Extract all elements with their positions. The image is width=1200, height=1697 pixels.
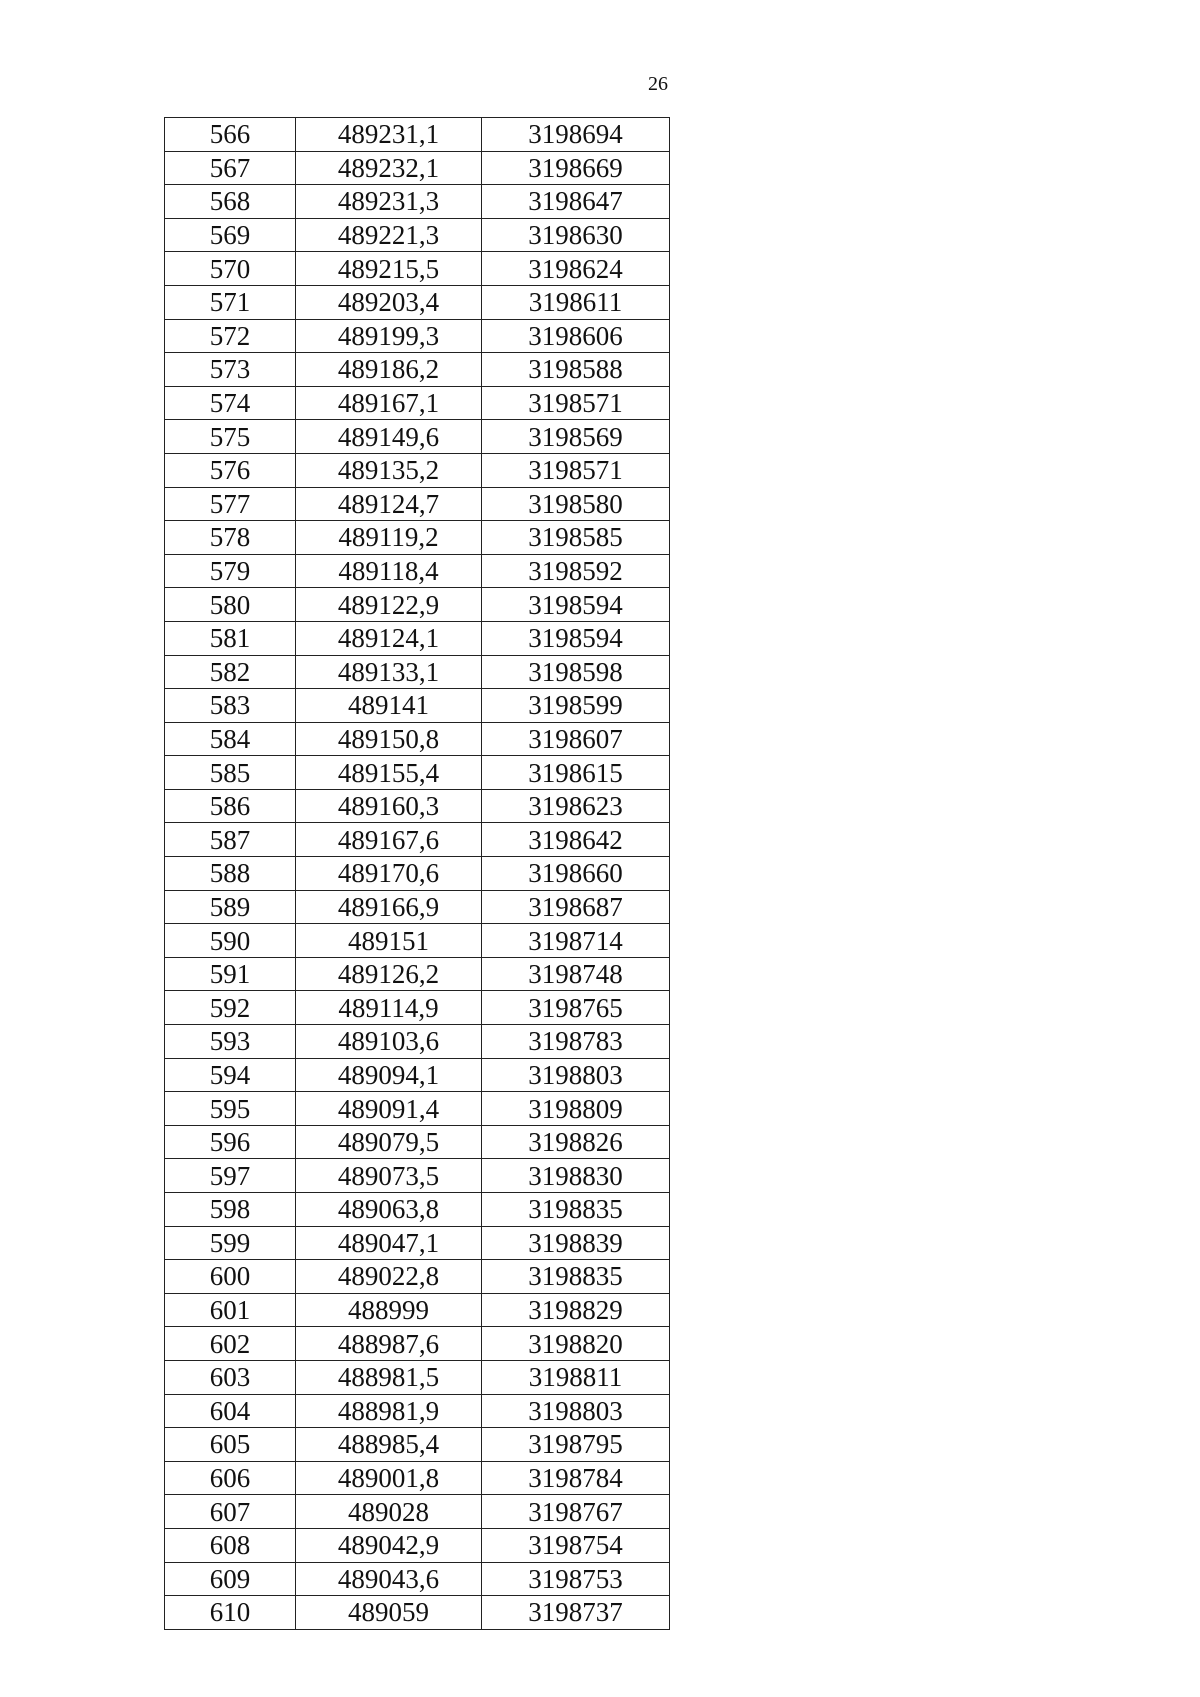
x-coordinate-cell: 489126,2 xyxy=(296,957,482,991)
table-row xyxy=(165,1428,670,1462)
x-coordinate-cell: 489135,2 xyxy=(296,453,482,487)
point-number-cell: 595 xyxy=(165,1092,296,1126)
x-coordinate-cell: 488985,4 xyxy=(296,1428,482,1462)
x-coordinate-cell: 489231,1 xyxy=(296,118,482,152)
x-coordinate-cell: 489150,8 xyxy=(296,722,482,756)
table-row xyxy=(165,353,670,387)
x-coordinate-cell: 489155,4 xyxy=(296,756,482,790)
point-number-cell: 588 xyxy=(165,857,296,891)
point-number-cell: 598 xyxy=(165,1193,296,1227)
point-number-cell: 578 xyxy=(165,521,296,555)
y-coordinate-cell: 3198784 xyxy=(482,1461,670,1495)
x-coordinate-cell: 488987,6 xyxy=(296,1327,482,1361)
table-row xyxy=(165,319,670,353)
point-number-cell: 567 xyxy=(165,151,296,185)
x-coordinate-cell: 489079,5 xyxy=(296,1125,482,1159)
x-coordinate-cell: 489028 xyxy=(296,1495,482,1529)
point-number-cell: 581 xyxy=(165,621,296,655)
table-row xyxy=(165,386,670,420)
table-row xyxy=(165,823,670,857)
point-number-cell: 602 xyxy=(165,1327,296,1361)
table-row xyxy=(165,185,670,219)
y-coordinate-cell: 3198592 xyxy=(482,554,670,588)
x-coordinate-cell: 489059 xyxy=(296,1596,482,1630)
point-number-cell: 577 xyxy=(165,487,296,521)
y-coordinate-cell: 3198754 xyxy=(482,1528,670,1562)
point-number-cell: 604 xyxy=(165,1394,296,1428)
point-number-cell: 575 xyxy=(165,420,296,454)
y-coordinate-cell: 3198839 xyxy=(482,1226,670,1260)
x-coordinate-cell: 489167,1 xyxy=(296,386,482,420)
point-number-cell: 606 xyxy=(165,1461,296,1495)
table-row xyxy=(165,151,670,185)
point-number-cell: 599 xyxy=(165,1226,296,1260)
point-number-cell: 601 xyxy=(165,1293,296,1327)
table-row xyxy=(165,991,670,1025)
table-row xyxy=(165,453,670,487)
point-number-cell: 572 xyxy=(165,319,296,353)
x-coordinate-cell: 489063,8 xyxy=(296,1193,482,1227)
y-coordinate-cell: 3198585 xyxy=(482,521,670,555)
x-coordinate-cell: 489166,9 xyxy=(296,890,482,924)
y-coordinate-cell: 3198580 xyxy=(482,487,670,521)
x-coordinate-cell: 489022,8 xyxy=(296,1260,482,1294)
point-number-cell: 573 xyxy=(165,353,296,387)
y-coordinate-cell: 3198611 xyxy=(482,285,670,319)
x-coordinate-cell: 489094,1 xyxy=(296,1058,482,1092)
point-number-cell: 609 xyxy=(165,1562,296,1596)
x-coordinate-cell: 489122,9 xyxy=(296,588,482,622)
y-coordinate-cell: 3198809 xyxy=(482,1092,670,1126)
point-number-cell: 607 xyxy=(165,1495,296,1529)
table-row xyxy=(165,218,670,252)
x-coordinate-cell: 489001,8 xyxy=(296,1461,482,1495)
y-coordinate-cell: 3198803 xyxy=(482,1394,670,1428)
point-number-cell: 589 xyxy=(165,890,296,924)
point-number-cell: 582 xyxy=(165,655,296,689)
y-coordinate-cell: 3198811 xyxy=(482,1360,670,1394)
x-coordinate-cell: 489103,6 xyxy=(296,1025,482,1059)
table-row xyxy=(165,1058,670,1092)
x-coordinate-cell: 489231,3 xyxy=(296,185,482,219)
y-coordinate-cell: 3198687 xyxy=(482,890,670,924)
point-number-cell: 568 xyxy=(165,185,296,219)
point-number-cell: 580 xyxy=(165,588,296,622)
x-coordinate-cell: 489042,9 xyxy=(296,1528,482,1562)
table-row xyxy=(165,924,670,958)
y-coordinate-cell: 3198606 xyxy=(482,319,670,353)
table-row xyxy=(165,521,670,555)
point-number-cell: 591 xyxy=(165,957,296,991)
x-coordinate-cell: 488981,5 xyxy=(296,1360,482,1394)
y-coordinate-cell: 3198803 xyxy=(482,1058,670,1092)
table-row xyxy=(165,1193,670,1227)
table-row xyxy=(165,554,670,588)
point-number-cell: 585 xyxy=(165,756,296,790)
y-coordinate-cell: 3198571 xyxy=(482,453,670,487)
x-coordinate-cell: 489215,5 xyxy=(296,252,482,286)
point-number-cell: 593 xyxy=(165,1025,296,1059)
table-row xyxy=(165,420,670,454)
point-number-cell: 590 xyxy=(165,924,296,958)
point-number-cell: 603 xyxy=(165,1360,296,1394)
y-coordinate-cell: 3198753 xyxy=(482,1562,670,1596)
y-coordinate-cell: 3198748 xyxy=(482,957,670,991)
x-coordinate-cell: 489091,4 xyxy=(296,1092,482,1126)
point-number-cell: 571 xyxy=(165,285,296,319)
table-row xyxy=(165,1159,670,1193)
y-coordinate-cell: 3198767 xyxy=(482,1495,670,1529)
x-coordinate-cell: 489073,5 xyxy=(296,1159,482,1193)
x-coordinate-cell: 489118,4 xyxy=(296,554,482,588)
table-row xyxy=(165,252,670,286)
point-number-cell: 586 xyxy=(165,789,296,823)
y-coordinate-cell: 3198599 xyxy=(482,689,670,723)
y-coordinate-cell: 3198795 xyxy=(482,1428,670,1462)
y-coordinate-cell: 3198571 xyxy=(482,386,670,420)
table-row xyxy=(165,1092,670,1126)
x-coordinate-cell: 488999 xyxy=(296,1293,482,1327)
point-number-cell: 600 xyxy=(165,1260,296,1294)
y-coordinate-cell: 3198820 xyxy=(482,1327,670,1361)
x-coordinate-cell: 489114,9 xyxy=(296,991,482,1025)
y-coordinate-cell: 3198607 xyxy=(482,722,670,756)
point-number-cell: 576 xyxy=(165,453,296,487)
x-coordinate-cell: 489141 xyxy=(296,689,482,723)
table-row xyxy=(165,1596,670,1630)
table-row xyxy=(165,1327,670,1361)
coordinates-table xyxy=(164,117,670,1630)
y-coordinate-cell: 3198624 xyxy=(482,252,670,286)
y-coordinate-cell: 3198647 xyxy=(482,185,670,219)
x-coordinate-cell: 489221,3 xyxy=(296,218,482,252)
point-number-cell: 594 xyxy=(165,1058,296,1092)
table-row xyxy=(165,1260,670,1294)
point-number-cell: 605 xyxy=(165,1428,296,1462)
y-coordinate-cell: 3198783 xyxy=(482,1025,670,1059)
y-coordinate-cell: 3198594 xyxy=(482,621,670,655)
y-coordinate-cell: 3198737 xyxy=(482,1596,670,1630)
x-coordinate-cell: 489186,2 xyxy=(296,353,482,387)
table-row xyxy=(165,1495,670,1529)
coordinates-table-body xyxy=(165,118,670,1630)
table-row xyxy=(165,1562,670,1596)
y-coordinate-cell: 3198835 xyxy=(482,1193,670,1227)
point-number-cell: 596 xyxy=(165,1125,296,1159)
y-coordinate-cell: 3198765 xyxy=(482,991,670,1025)
table-row xyxy=(165,1025,670,1059)
point-number-cell: 574 xyxy=(165,386,296,420)
x-coordinate-cell: 489124,1 xyxy=(296,621,482,655)
y-coordinate-cell: 3198835 xyxy=(482,1260,670,1294)
point-number-cell: 579 xyxy=(165,554,296,588)
point-number-cell: 566 xyxy=(165,118,296,152)
y-coordinate-cell: 3198588 xyxy=(482,353,670,387)
y-coordinate-cell: 3198569 xyxy=(482,420,670,454)
point-number-cell: 569 xyxy=(165,218,296,252)
table-row xyxy=(165,1125,670,1159)
point-number-cell: 610 xyxy=(165,1596,296,1630)
y-coordinate-cell: 3198598 xyxy=(482,655,670,689)
y-coordinate-cell: 3198829 xyxy=(482,1293,670,1327)
table-row xyxy=(165,756,670,790)
y-coordinate-cell: 3198669 xyxy=(482,151,670,185)
table-row xyxy=(165,857,670,891)
y-coordinate-cell: 3198694 xyxy=(482,118,670,152)
y-coordinate-cell: 3198642 xyxy=(482,823,670,857)
point-number-cell: 570 xyxy=(165,252,296,286)
point-number-cell: 584 xyxy=(165,722,296,756)
page-number: 26 xyxy=(648,73,668,95)
x-coordinate-cell: 489133,1 xyxy=(296,655,482,689)
y-coordinate-cell: 3198623 xyxy=(482,789,670,823)
x-coordinate-cell: 489119,2 xyxy=(296,521,482,555)
y-coordinate-cell: 3198714 xyxy=(482,924,670,958)
x-coordinate-cell: 489149,6 xyxy=(296,420,482,454)
point-number-cell: 592 xyxy=(165,991,296,1025)
x-coordinate-cell: 489124,7 xyxy=(296,487,482,521)
x-coordinate-cell: 489167,6 xyxy=(296,823,482,857)
point-number-cell: 608 xyxy=(165,1528,296,1562)
y-coordinate-cell: 3198615 xyxy=(482,756,670,790)
table-row xyxy=(165,118,670,152)
table-row xyxy=(165,285,670,319)
x-coordinate-cell: 489203,4 xyxy=(296,285,482,319)
table-row xyxy=(165,789,670,823)
table-row xyxy=(165,655,670,689)
table-row xyxy=(165,1293,670,1327)
x-coordinate-cell: 489170,6 xyxy=(296,857,482,891)
table-row xyxy=(165,689,670,723)
y-coordinate-cell: 3198660 xyxy=(482,857,670,891)
x-coordinate-cell: 489151 xyxy=(296,924,482,958)
point-number-cell: 597 xyxy=(165,1159,296,1193)
table-row xyxy=(165,1360,670,1394)
y-coordinate-cell: 3198630 xyxy=(482,218,670,252)
table-row xyxy=(165,588,670,622)
y-coordinate-cell: 3198830 xyxy=(482,1159,670,1193)
y-coordinate-cell: 3198594 xyxy=(482,588,670,622)
point-number-cell: 583 xyxy=(165,689,296,723)
table-row xyxy=(165,1394,670,1428)
point-number-cell: 587 xyxy=(165,823,296,857)
x-coordinate-cell: 489160,3 xyxy=(296,789,482,823)
x-coordinate-cell: 489047,1 xyxy=(296,1226,482,1260)
table-row xyxy=(165,957,670,991)
table-row xyxy=(165,1226,670,1260)
x-coordinate-cell: 488981,9 xyxy=(296,1394,482,1428)
table-row xyxy=(165,1528,670,1562)
table-row xyxy=(165,487,670,521)
table-row xyxy=(165,1461,670,1495)
table-row xyxy=(165,722,670,756)
table-row xyxy=(165,890,670,924)
x-coordinate-cell: 489232,1 xyxy=(296,151,482,185)
x-coordinate-cell: 489199,3 xyxy=(296,319,482,353)
table-row xyxy=(165,621,670,655)
y-coordinate-cell: 3198826 xyxy=(482,1125,670,1159)
x-coordinate-cell: 489043,6 xyxy=(296,1562,482,1596)
